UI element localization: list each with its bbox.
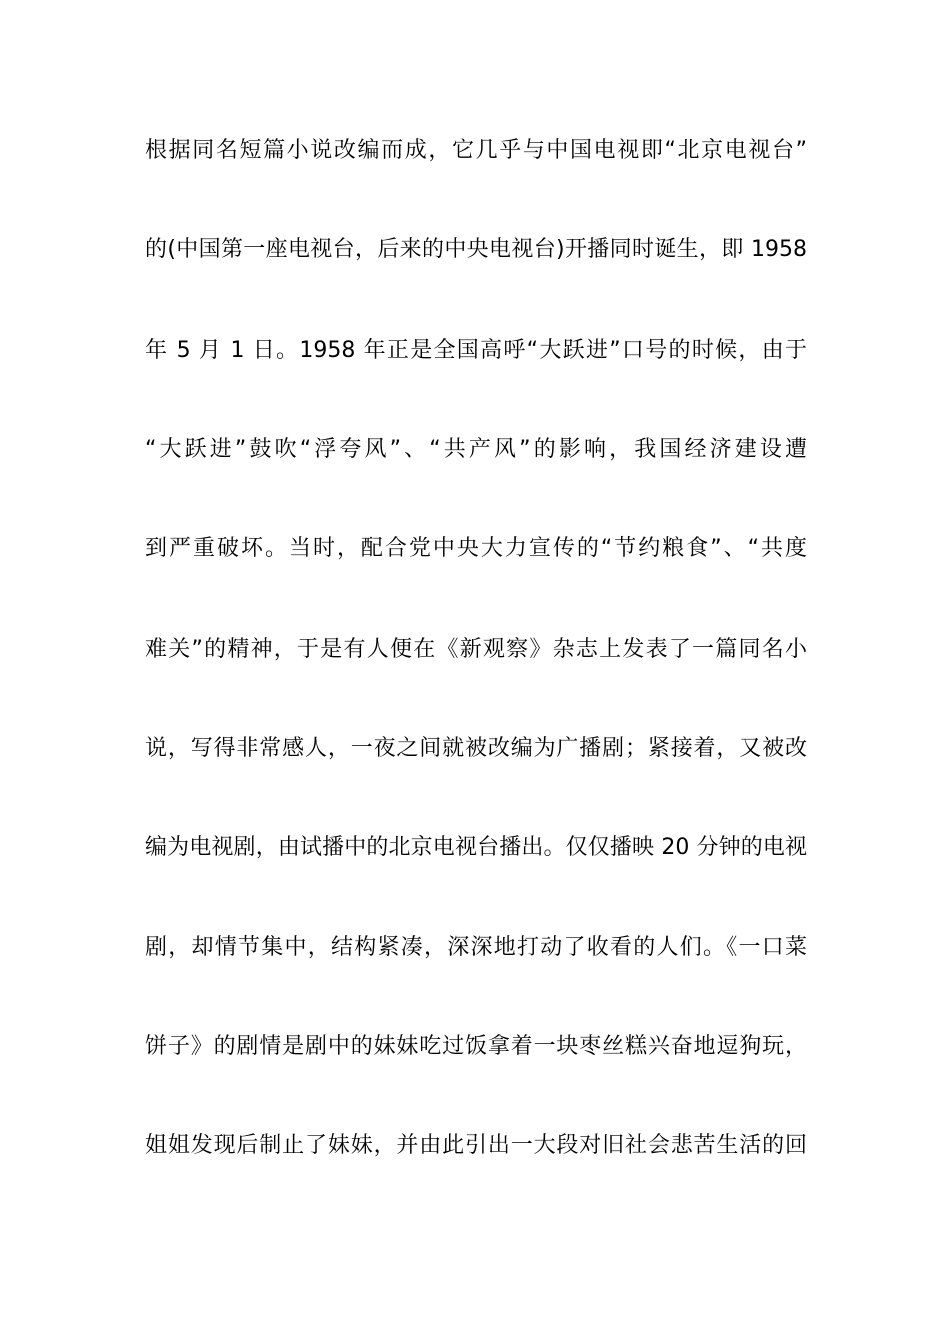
text-line: 根据同名短篇小说改编而成，它几乎与中国电视即“北京电视台” <box>145 138 807 163</box>
text-line: 难关”的精神，于是有人便在《新观察》杂志上发表了一篇同名小 <box>145 637 807 662</box>
text-line: 到严重破坏。当时，配合党中央大力宣传的“节约粮食”、“共度 <box>145 536 807 561</box>
text-line: 饼子》的剧情是剧中的妹妹吃过饭拿着一块枣丝糕兴奋地逗狗玩， <box>145 1034 807 1059</box>
text-line: 的(中国第一座电视台，后来的中央电视台)开播同时诞生，即 1958 <box>145 237 807 262</box>
text-line: 姐姐发现后制止了妹妹，并由此引出一大段对旧社会悲苦生活的回 <box>145 1133 807 1158</box>
text-line: 年 5 月 1 日。1958 年正是全国高呼“大跃进”口号的时候，由于 <box>145 338 807 363</box>
text-line: 编为电视剧，由试播中的北京电视台播出。仅仅播映 20 分钟的电视 <box>145 835 807 860</box>
text-line: “大跃进”鼓吹“浮夸风”、“共产风”的影响，我国经济建设遭 <box>145 437 807 462</box>
text-line: 剧，却情节集中，结构紧凑，深深地打动了收看的人们。《一口菜 <box>145 935 807 960</box>
text-line: 说，写得非常感人，一夜之间就被改编为广播剧；紧接着，又被改 <box>145 736 807 761</box>
